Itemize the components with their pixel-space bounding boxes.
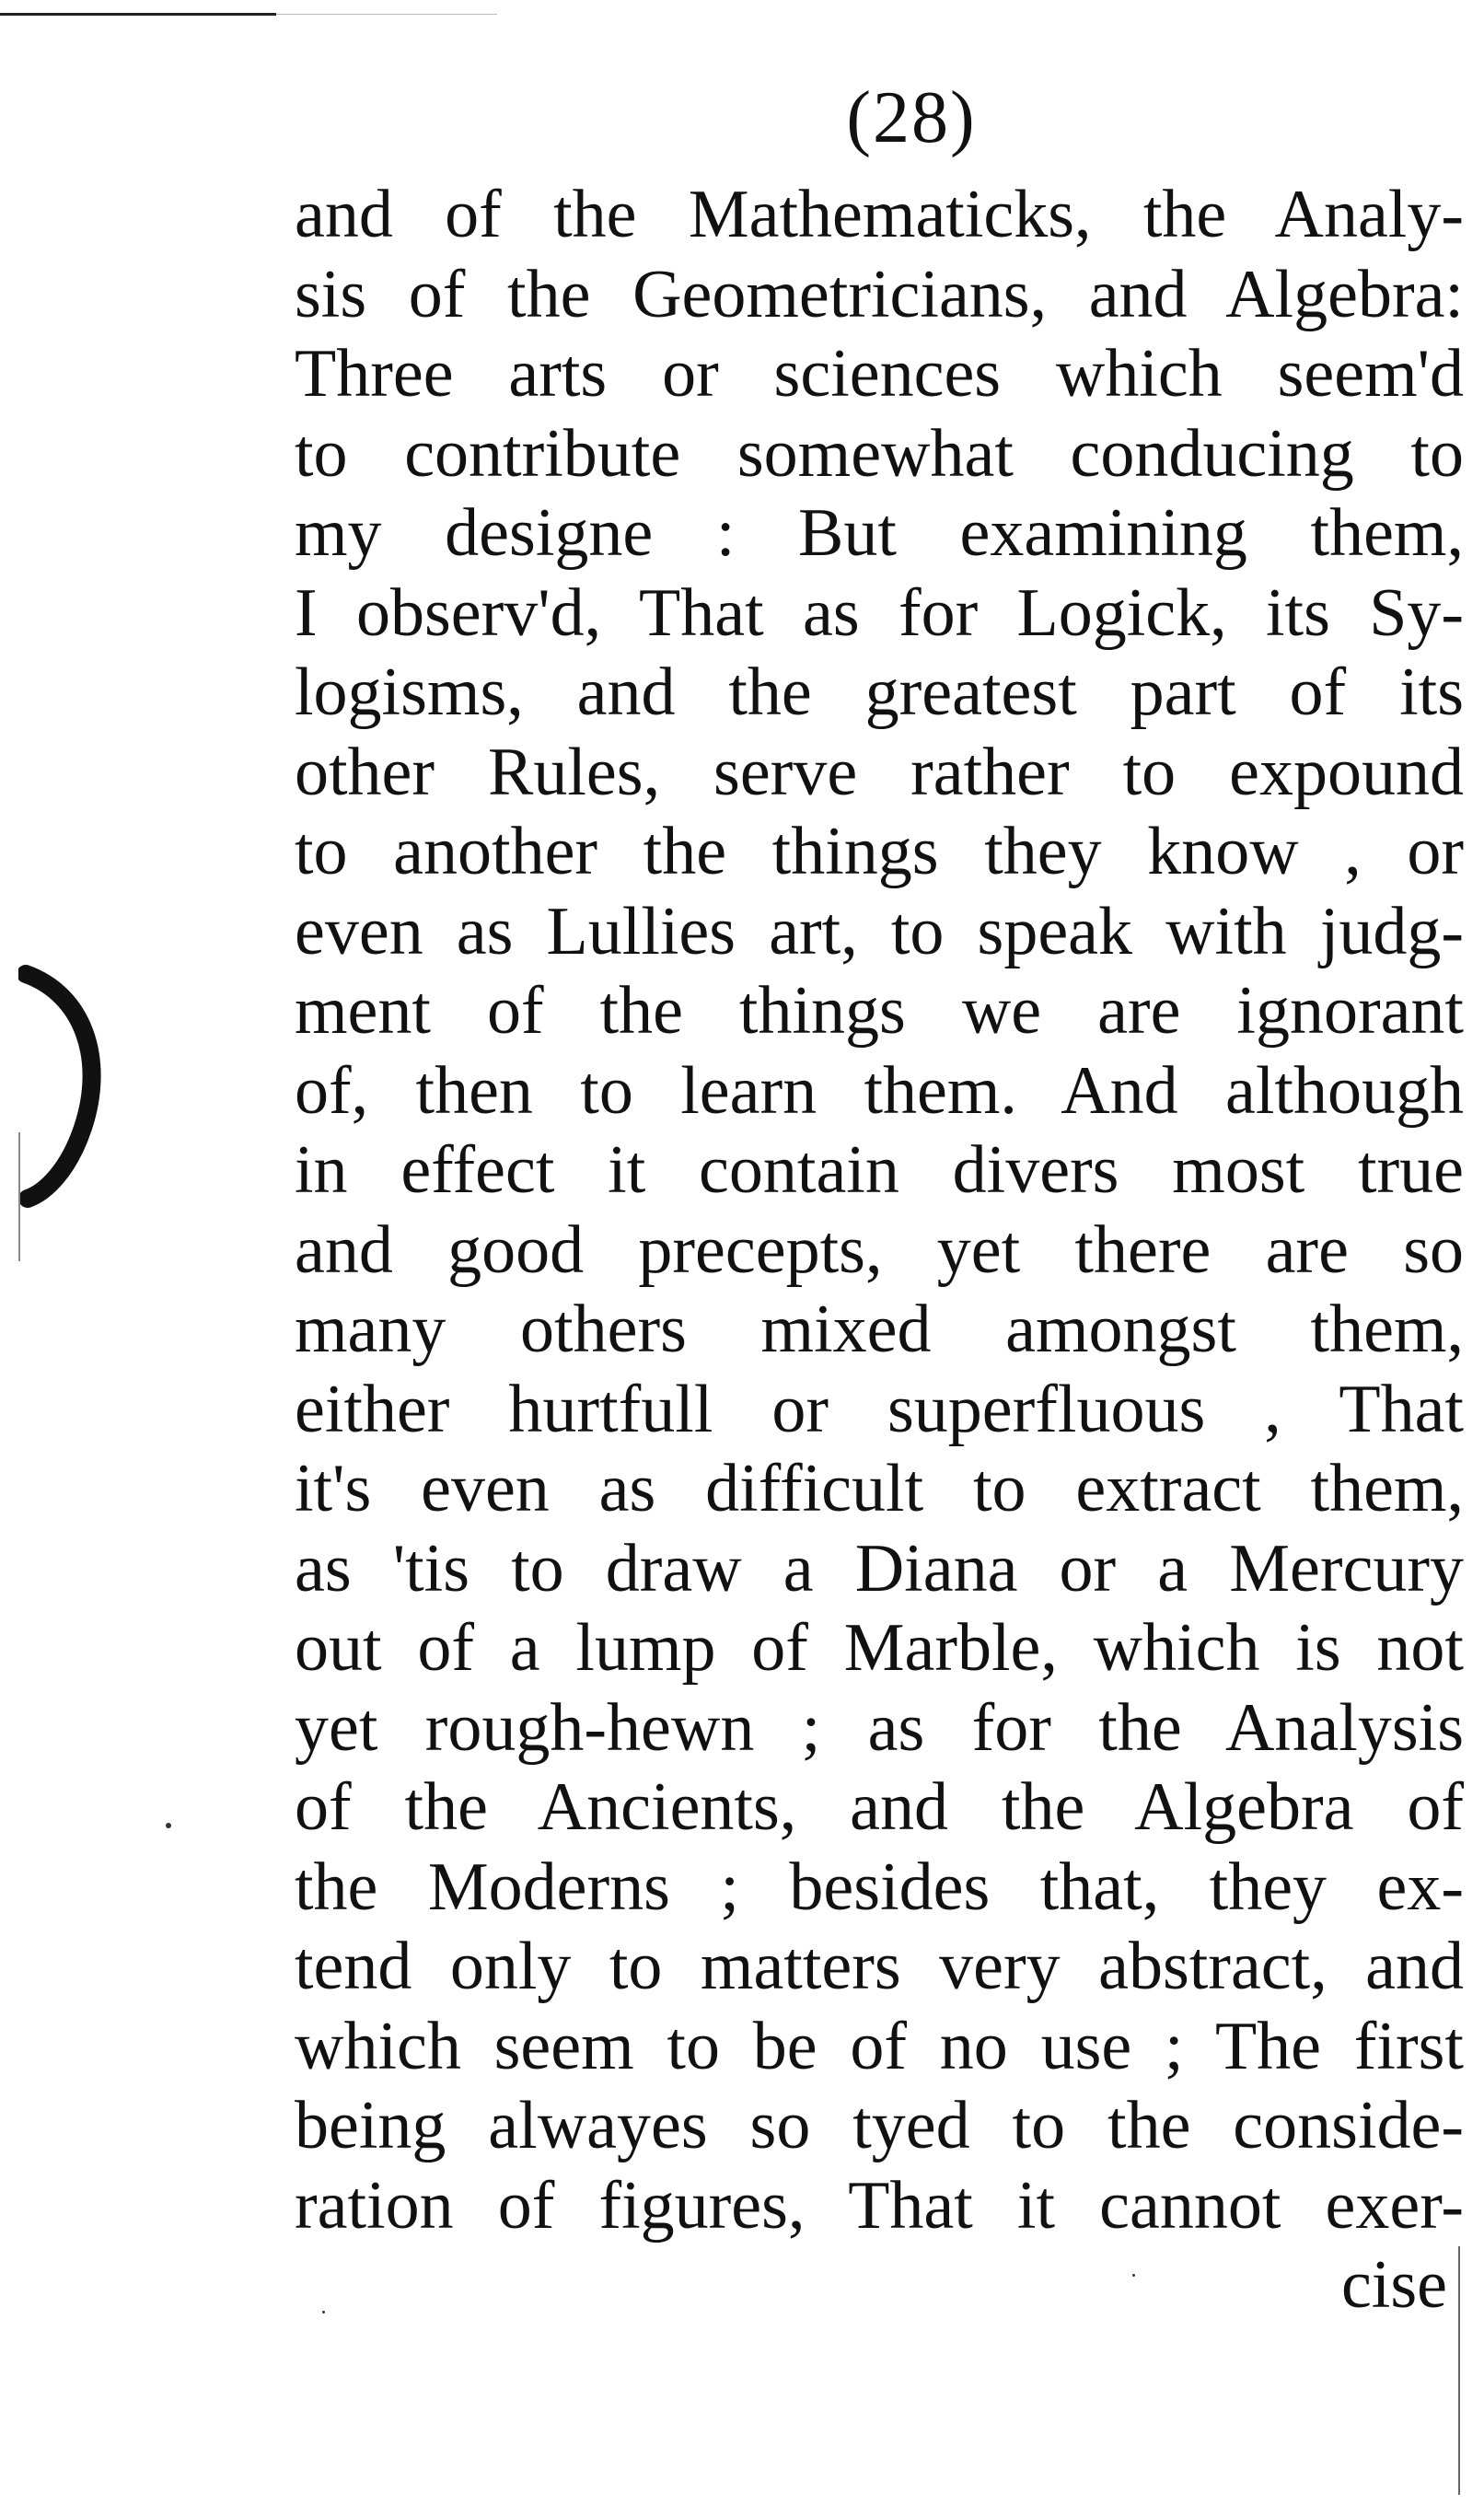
text-line: which seem to be of no use ; The first	[295, 2008, 1464, 2084]
text-line: sis of the Geometricians, and Algebra:	[295, 256, 1464, 332]
page-number: (28)	[846, 77, 977, 158]
text-line: yet rough-hewn ; as for the Analysis	[295, 1689, 1464, 1766]
top-rule	[0, 13, 276, 16]
catchword: cise	[1340, 2247, 1447, 2323]
text-line: ment of the things we are ignorant	[295, 973, 1464, 1049]
text-line: the Moderns ; besides that, they ex-	[295, 1849, 1464, 1925]
text-line: of the Ancients, and the Algebra of	[295, 1769, 1464, 1845]
top-rule-faint	[276, 14, 497, 15]
text-line: to another the things they know , or	[295, 814, 1464, 889]
bleed-through-bracket	[18, 957, 110, 1243]
text-line: ration of figures, That it cannot exer-	[295, 2167, 1464, 2244]
text-line: as 'tis to draw a Diana or a Mercury	[295, 1530, 1464, 1606]
text-line: logisms, and the greatest part of its	[295, 655, 1464, 730]
text-line: tend only to matters very abstract, and	[295, 1929, 1464, 2004]
text-line: Three arts or sciences which seem'd	[295, 336, 1464, 412]
text-line: I observ'd, That as for Logick, its Sy-	[295, 574, 1464, 651]
text-line: to contribute somewhat conducing to	[295, 415, 1464, 492]
right-edge-mark	[1458, 2246, 1460, 2495]
text-line: in effect it contain divers most true	[295, 1132, 1464, 1208]
text-line: other Rules, serve rather to expound	[295, 734, 1464, 810]
text-line: my designe : But examining them,	[295, 495, 1464, 571]
left-edge-mark	[18, 1132, 20, 1261]
text-line: either hurtfull or superfluous , That	[295, 1371, 1464, 1447]
body-text	[295, 175, 1464, 2325]
text-line: of, then to learn them. And although	[295, 1052, 1464, 1129]
text-line: out of a lump of Marble, which is not	[295, 1610, 1464, 1686]
text-line: being alwayes so tyed to the conside-	[295, 2088, 1464, 2163]
ink-speck	[322, 2311, 325, 2313]
text-line: and good precepts, yet there are so	[295, 1212, 1464, 1288]
text-line: and of the Mathematicks, the Analy-	[295, 177, 1464, 252]
ink-speck	[166, 1823, 171, 1828]
text-line: many others mixed amongst them,	[295, 1292, 1464, 1367]
text-line: even as Lullies art, to speak with judg-	[295, 893, 1464, 969]
ink-speck	[1132, 2274, 1135, 2277]
text-line: it's even as difficult to extract them,	[295, 1451, 1464, 1526]
